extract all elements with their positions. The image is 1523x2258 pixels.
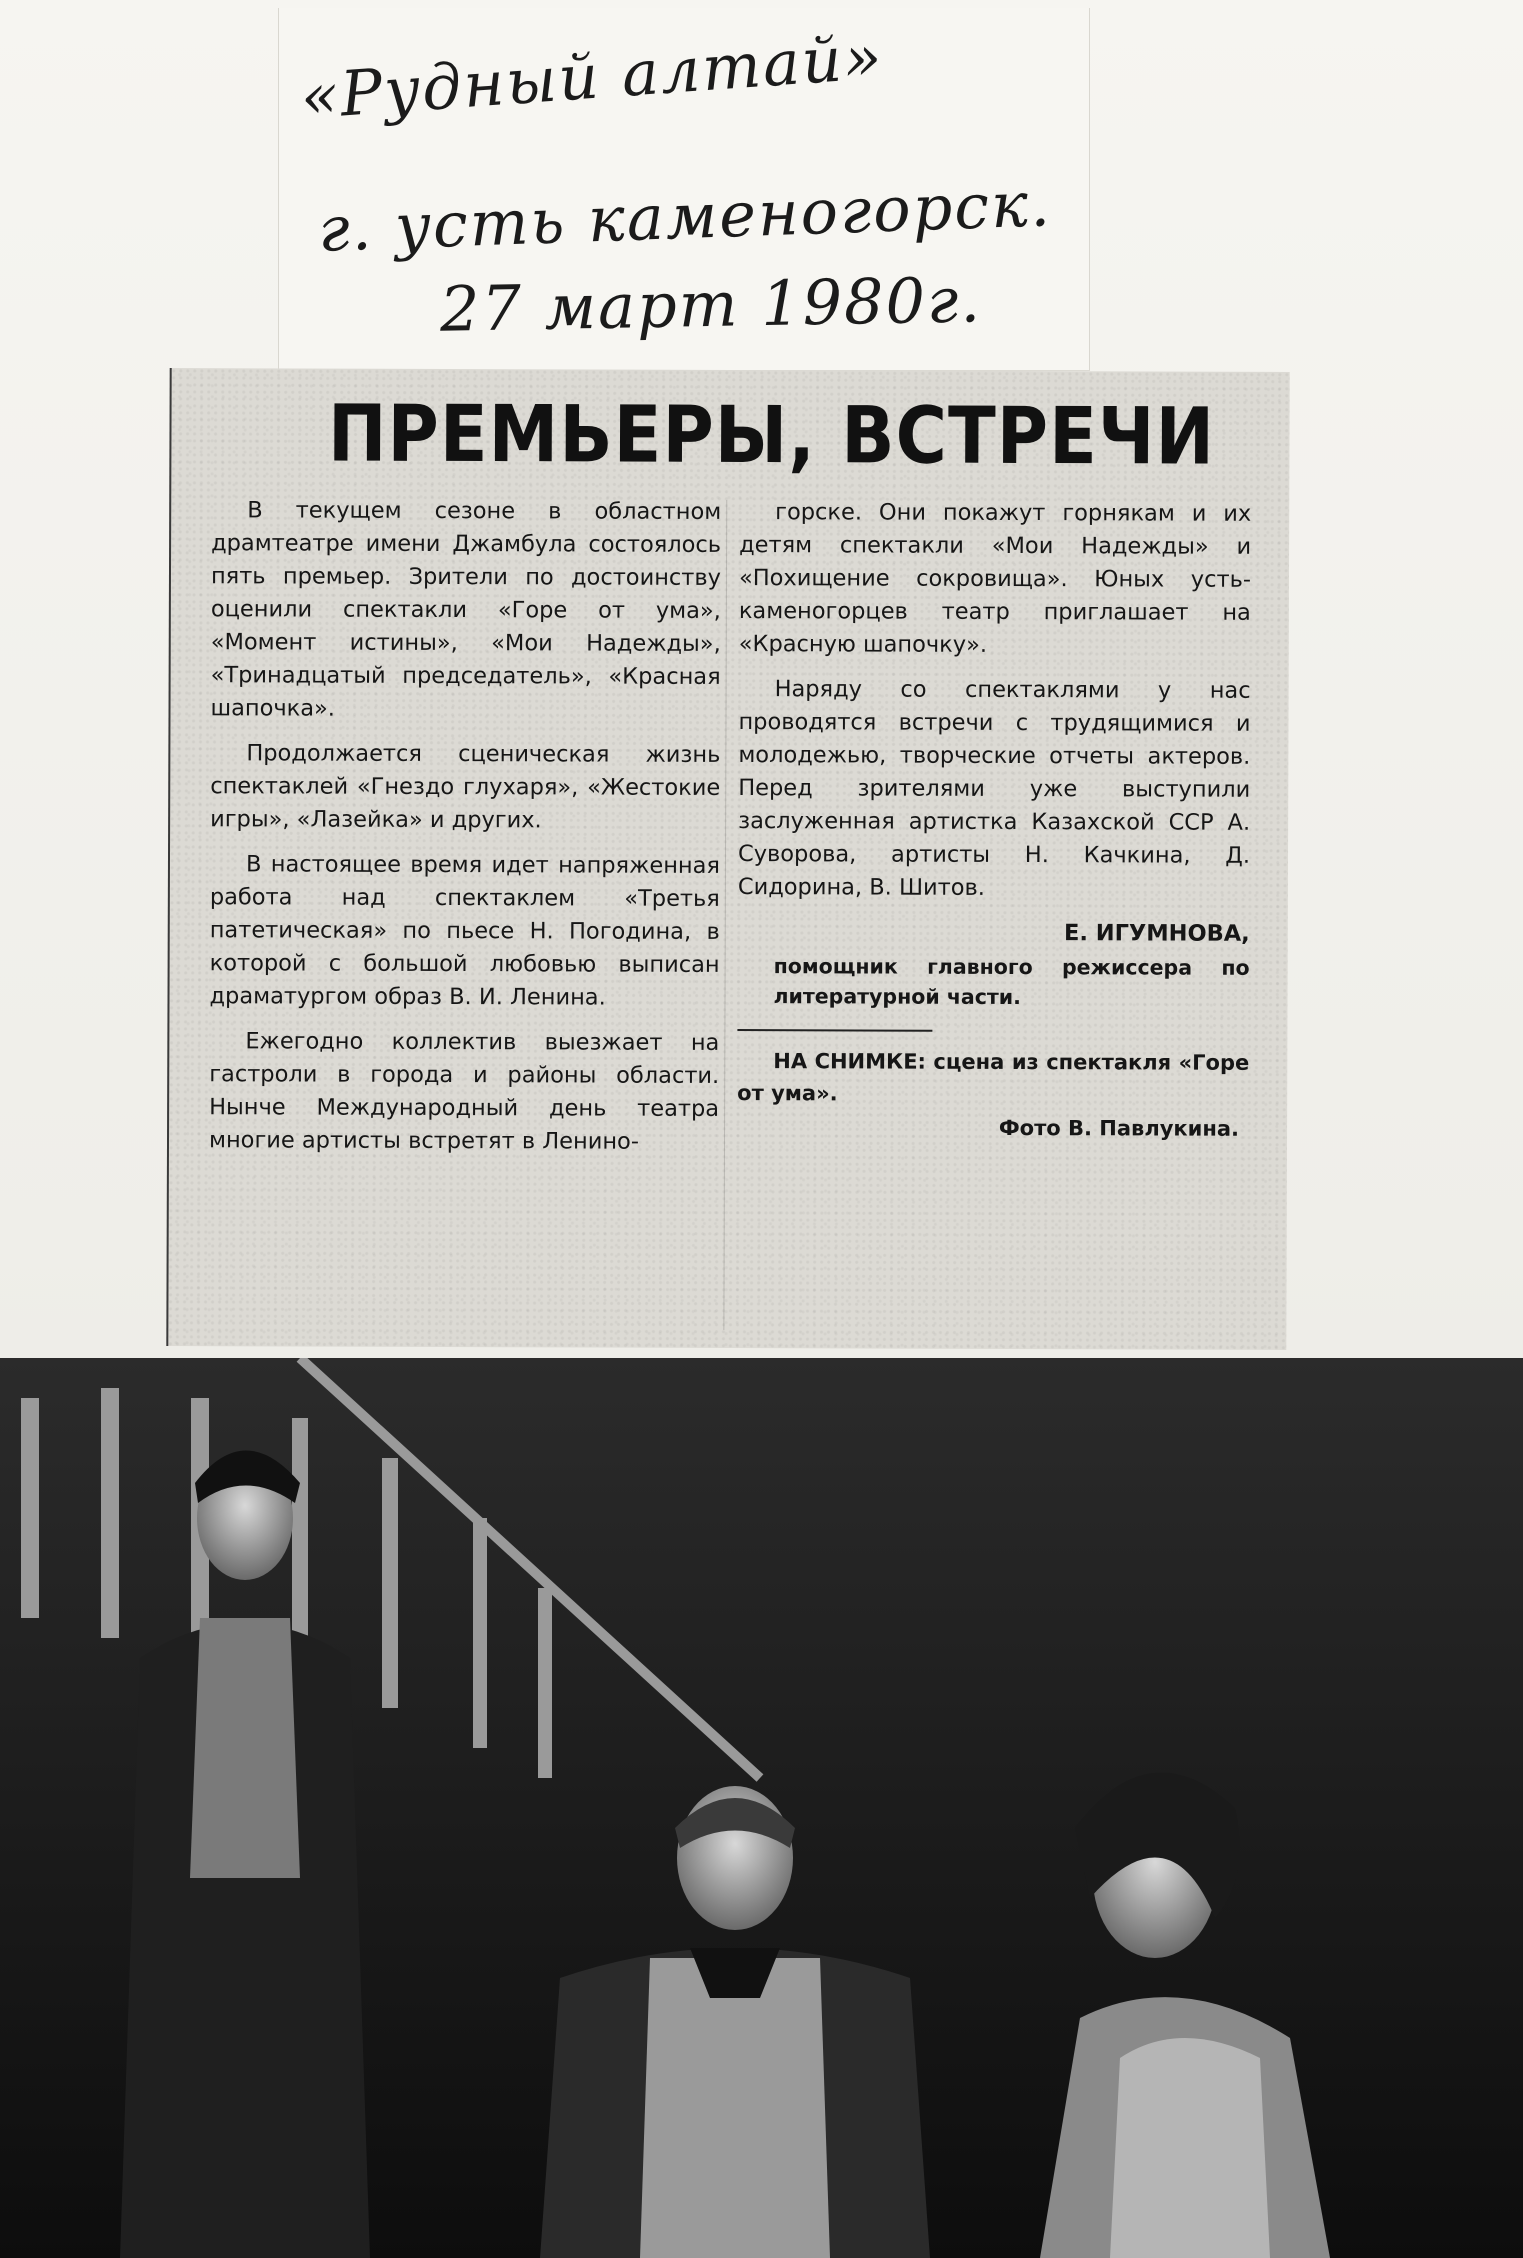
photo-credit: Фото В. Павлукина. — [998, 1115, 1240, 1141]
article-paragraph: горске. Они покажут горнякам и их детям спектакли «Мои Надежды» и «Похищение сокровища». Юных усть-каменогорцев театр приглашает на «Красную шапочку». — [738, 499, 1252, 658]
stage-scene-photo — [0, 1358, 1523, 2258]
article-paragraph: В настоящее время идет напряженная работа над спектаклем «Третья патетическая» по пьесе Н. Погодина, в которой с большой любовью выписан драматургом образ В. И. Ленина. — [209, 851, 721, 1011]
photo-caption: НА СНИМКЕ: сцена из спектакля «Горе от ума». — [737, 1049, 1250, 1106]
handwritten-date: 27 март 1980г. — [439, 263, 983, 346]
article-paragraph: Продолжается сценическая жизнь спектаклей «Гнездо глухаря», «Жестокие игры», «Лазейка» и других. — [210, 740, 721, 834]
article-column-right — [737, 496, 1251, 1146]
article-column-left — [209, 494, 721, 1171]
article-paragraph: В текущем сезоне в областном драмтеатре имени Джамбула состоялось пять премьер. Зрители по достоинству оценили спектакли «Горе от ума», «Момент истины», «Мои Надежды», «Тринадцатый председатель», «Красная шапочка». — [210, 497, 722, 722]
newspaper-clipping — [166, 368, 1289, 1350]
author-role: помощник главного режиссера по литературной части. — [773, 954, 1250, 1010]
article-paragraph: Ежегодно коллектив выезжает на гастроли в города и районы области. Нынче Международный день театра многие артисты встретят в Ленино- — [208, 1028, 720, 1155]
handwritten-newspaper-name: «Рудный алтай» — [298, 19, 886, 134]
author-name: Е. ИГУМНОВА, — [1063, 920, 1250, 947]
article-headline: ПРЕМЬЕРЫ, ВСТРЕЧИ — [327, 387, 1216, 483]
stage-scene-illustration — [0, 1358, 1523, 2258]
article-paragraph: Наряду со спектаклями у нас проводятся встречи с трудящимися и молодежью, творческие отчеты актеров. Перед зрителями уже выступили заслуженная артистка Казахской ССР А. Суворова, артисты Н. Качкина, Д. Сидорина, В. Шитов. — [737, 676, 1251, 901]
handwritten-city: г. усть каменогорск. — [316, 167, 1053, 266]
column-divider — [723, 500, 727, 1330]
caption-rule — [737, 1029, 932, 1032]
